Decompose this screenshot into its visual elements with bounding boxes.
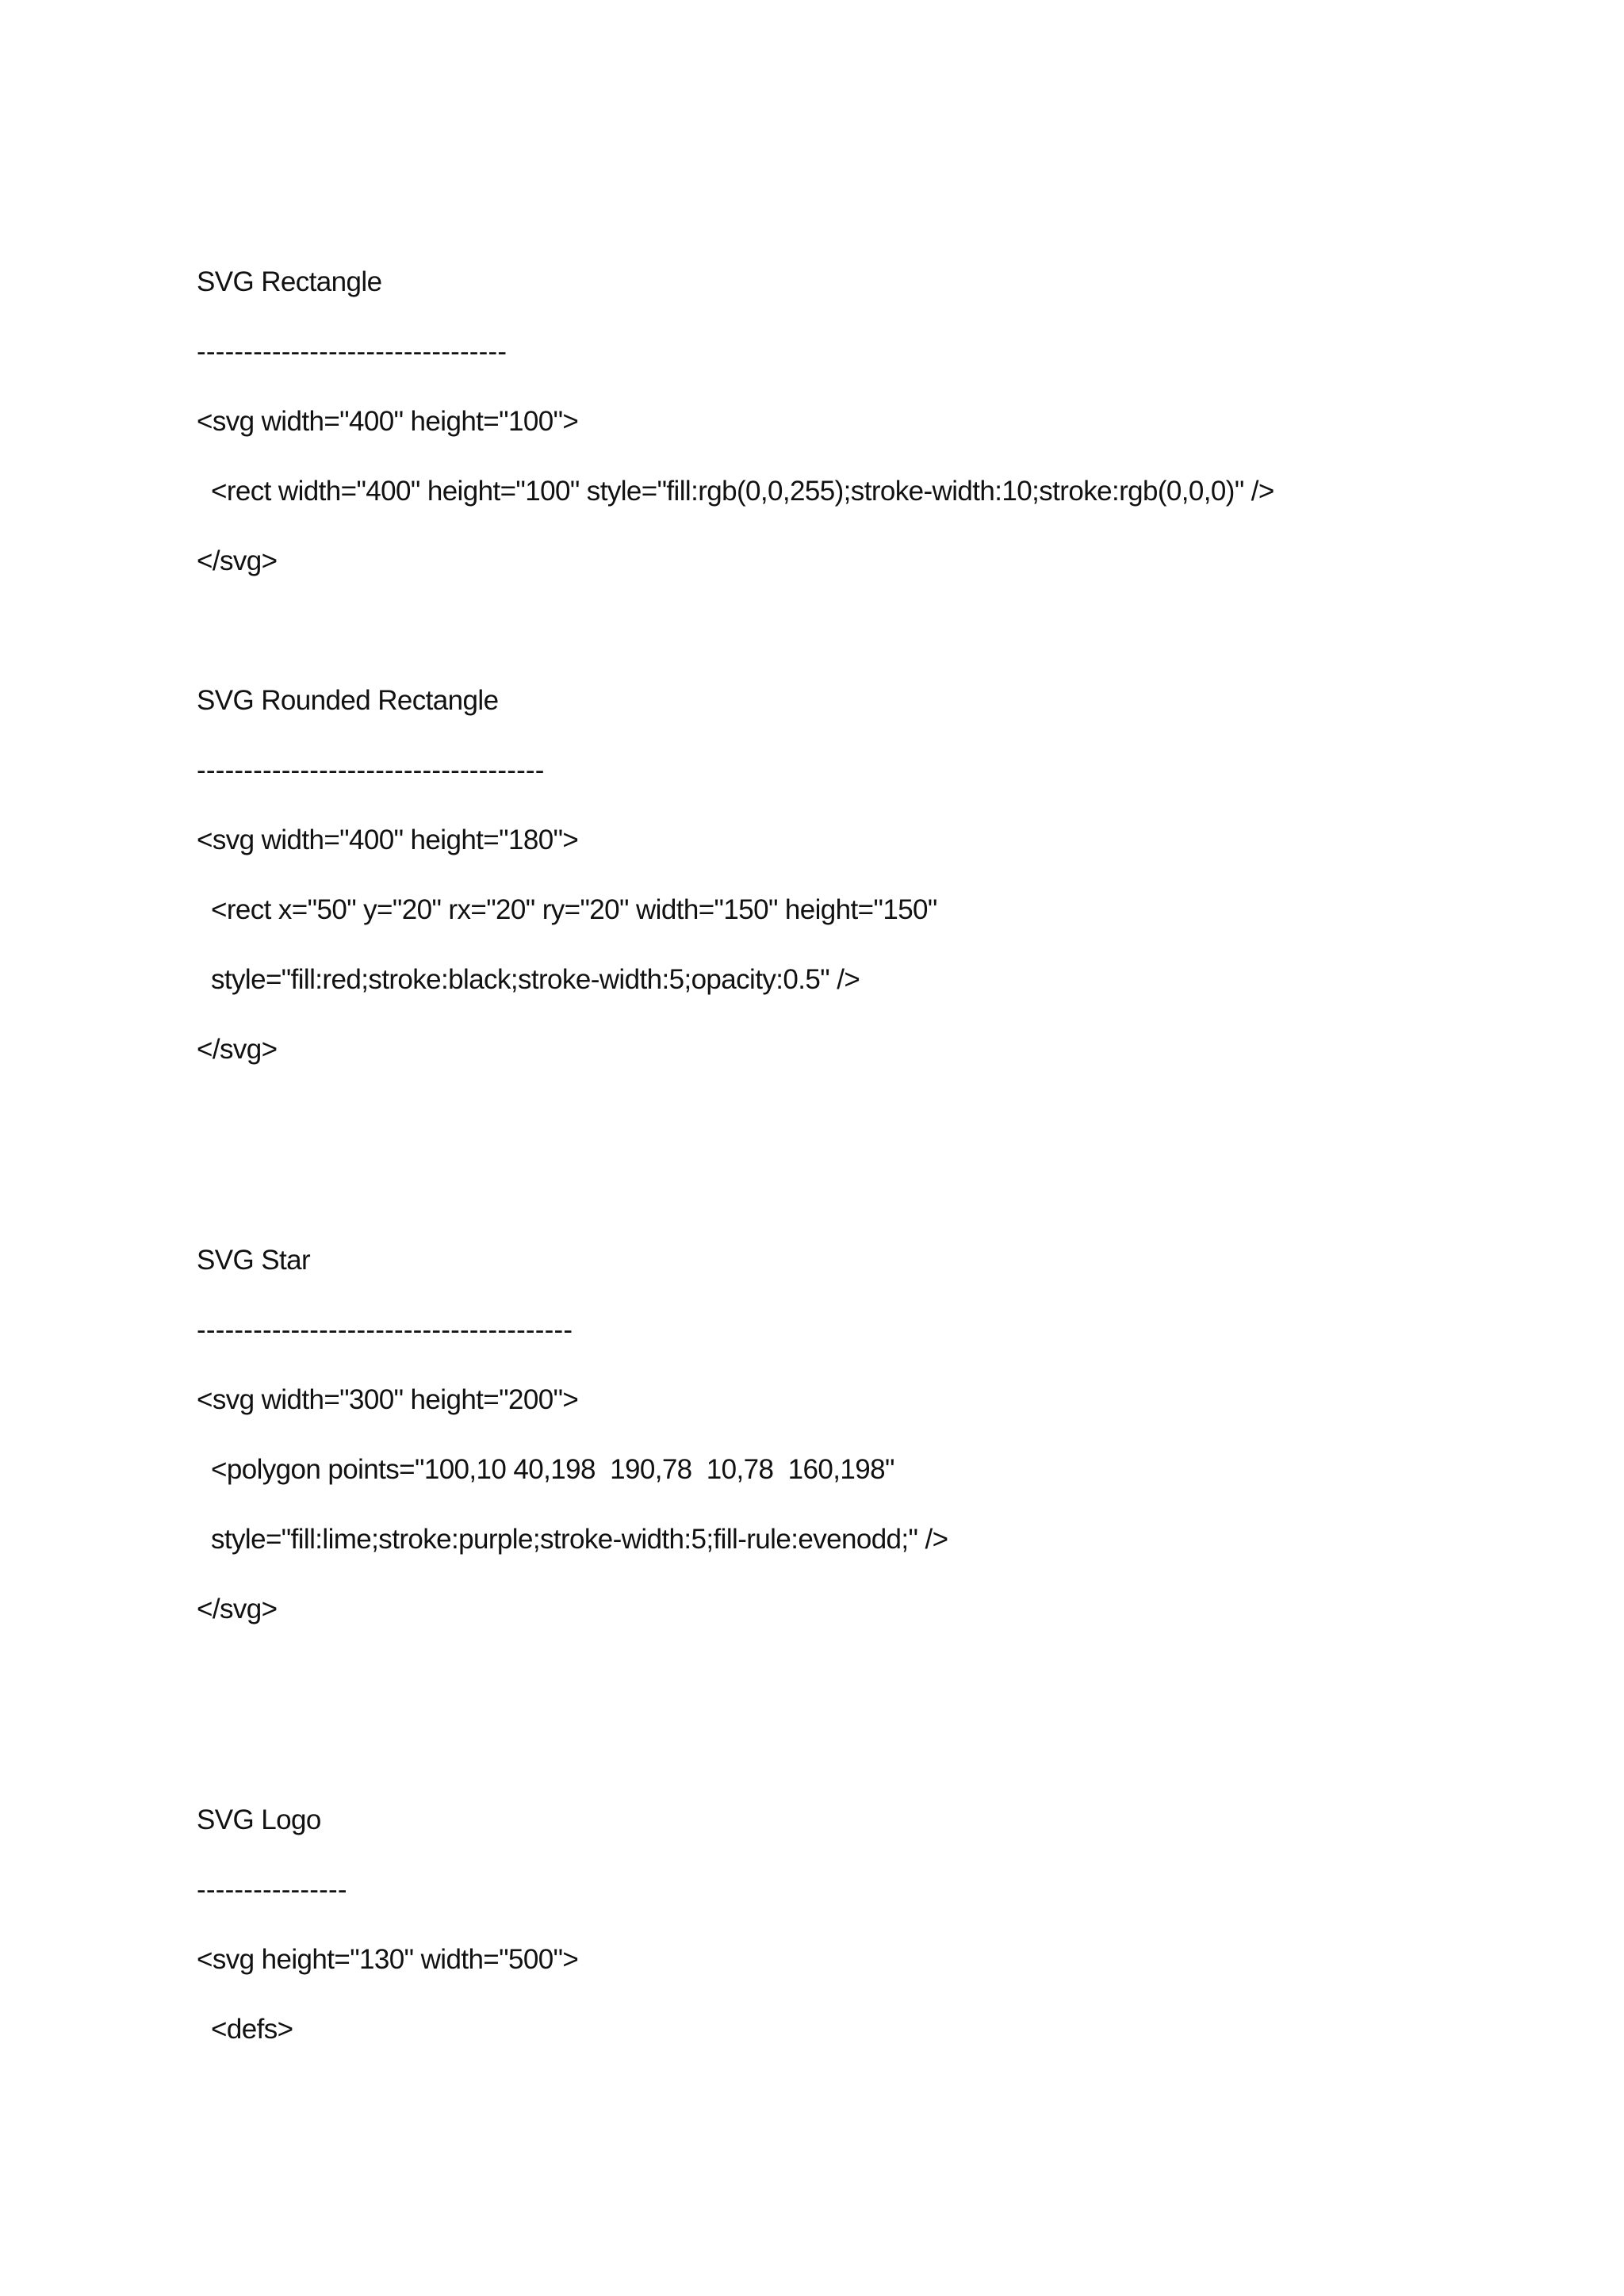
code-line: style="fill:red;stroke:black;stroke-width:5;opacity:0.5" /> xyxy=(211,964,860,995)
section-heading: SVG Star xyxy=(197,1245,311,1276)
code-line: <defs> xyxy=(211,2014,293,2045)
section-heading: SVG Rounded Rectangle xyxy=(197,685,499,716)
code-line: <svg width="300" height="200"> xyxy=(197,1384,579,1415)
code-line: <svg width="400" height="180"> xyxy=(197,825,579,855)
section-heading: SVG Rectangle xyxy=(197,266,382,297)
code-line: <svg height="130" width="500"> xyxy=(197,1944,579,1975)
section-rule: --------------------------------- xyxy=(197,336,508,367)
section-rule: ---------------- xyxy=(197,1874,347,1905)
code-line: <polygon points="100,10 40,198 190,78 10,78 160,198" xyxy=(211,1454,894,1485)
code-line: </svg> xyxy=(197,1594,278,1624)
code-line: </svg> xyxy=(197,1034,278,1065)
section-rule: ------------------------------------- xyxy=(197,755,545,786)
code-line: <svg width="400" height="100"> xyxy=(197,406,579,437)
section-heading: SVG Logo xyxy=(197,1804,321,1835)
code-line: <rect x="50" y="20" rx="20" ry="20" width="150" height="150" xyxy=(211,894,937,925)
code-line: style="fill:lime;stroke:purple;stroke-width:5;fill-rule:evenodd;" /> xyxy=(211,1524,948,1555)
code-line: <rect width="400" height="100" style="fill:rgb(0,0,255);stroke-width:10;stroke:rgb(0,0,0)" /> xyxy=(211,476,1274,507)
section-rule: ---------------------------------------- xyxy=(197,1314,573,1345)
code-line: </svg> xyxy=(197,545,278,576)
